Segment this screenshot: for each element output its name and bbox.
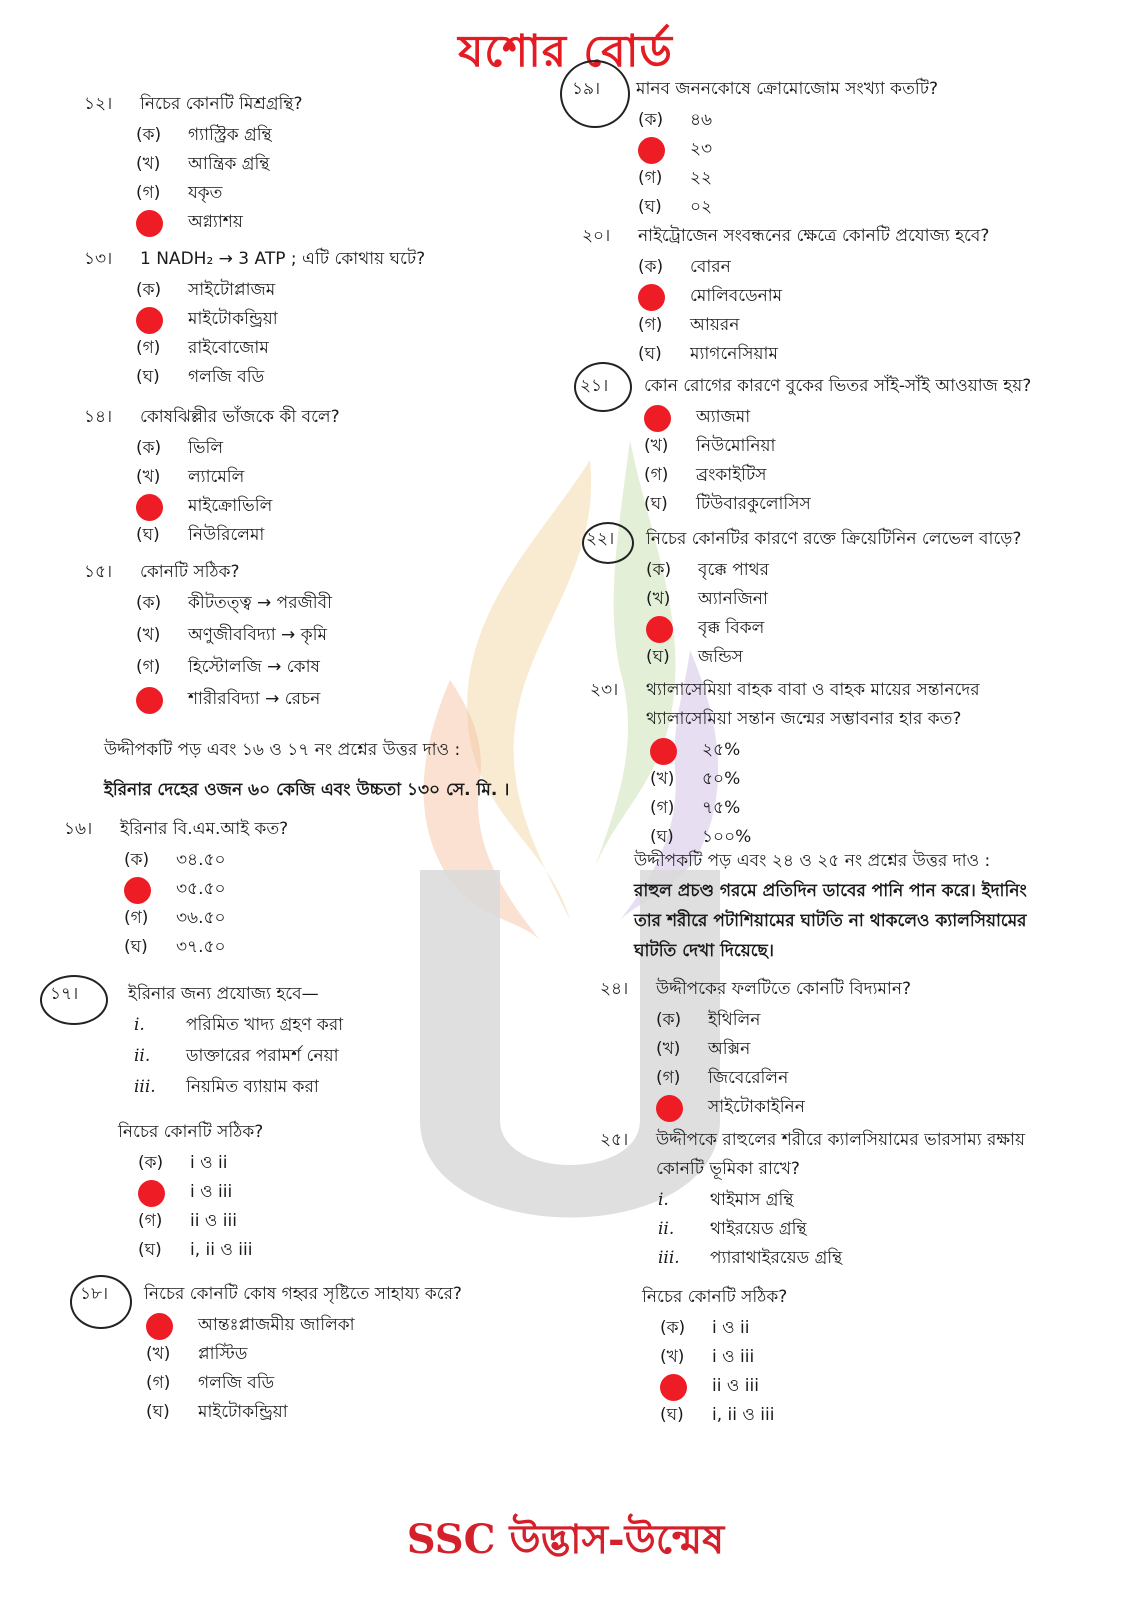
option-a-answer[interactable]: আন্তঃপ্লাজমীয় জালিকা bbox=[146, 1311, 462, 1340]
answer-marker-dot bbox=[138, 1180, 165, 1207]
option-c[interactable]: (গ) যকৃত bbox=[136, 183, 223, 203]
question-text: কোনটি সঠিক? bbox=[140, 562, 240, 582]
option-b[interactable]: (খ) আন্ত্রিক গ্রন্থি bbox=[136, 154, 270, 174]
option-b[interactable]: (খ) i ও iii bbox=[660, 1347, 755, 1367]
option-d[interactable]: (ঘ) i, ii ও iii bbox=[138, 1240, 253, 1260]
question-15: ১৫। কোনটি সঠিক? (ক) কীটতত্ত্ব → পরজীবী (খ) অণুজীববিদ্যা → কৃমি (গ) হিস্টোলজি → কোষ শারীরবিদ্যা → রেচন bbox=[84, 558, 332, 717]
option-c-answer[interactable]: মাইক্রোভিলি bbox=[136, 492, 340, 521]
option-d-answer[interactable]: শারীরবিদ্যা → রেচন bbox=[136, 685, 332, 717]
question-text: ইরিনার বি.এম.আই কত? bbox=[120, 819, 289, 839]
question-text: নিচের কোনটি মিশ্রগ্রন্থি? bbox=[140, 94, 303, 114]
question-prompt: নিচের কোনটি সঠিক? bbox=[642, 1287, 788, 1307]
option-a[interactable]: (ক) কীটতত্ত্ব → পরজীবী bbox=[136, 593, 332, 613]
question-text: কোন রোগের কারণে বুকের ভিতর সাঁই-সাঁই আওয়াজ হয়? bbox=[644, 376, 1032, 396]
question-text: থ্যালাসেমিয়া বাহক বাবা ও বাহক মায়ের সন্তানদের bbox=[646, 680, 980, 700]
answer-marker-dot bbox=[146, 1313, 173, 1340]
question-18: ১৮। নিচের কোনটি কোষ গহ্বর সৃষ্টিতে সাহায্য করে? আন্তঃপ্লাজমীয় জালিকা (খ) প্লাস্টিড (গ) গলজি বডি (ঘ) মাইটোকন্ড্রিয়া bbox=[80, 1280, 462, 1427]
answer-marker-dot bbox=[650, 738, 677, 765]
option-c[interactable]: (গ) আয়রন bbox=[638, 315, 740, 335]
answer-marker-dot bbox=[646, 616, 673, 643]
option-b[interactable]: (খ) অ্যানজিনা bbox=[646, 589, 768, 609]
question-text: মানব জননকোষে ক্রোমোজোম সংখ্যা কতটি? bbox=[636, 79, 938, 99]
stimulus-24-25 bbox=[634, 846, 1114, 966]
option-c[interactable]: (গ) গলজি বডি bbox=[146, 1373, 275, 1393]
question-text: উদ্দীপকের ফলটিতে কোনটি বিদ্যমান? bbox=[656, 979, 912, 999]
board-title: যশোর বোর্ড bbox=[458, 26, 673, 77]
statement-ii: ii. ডাক্তারের পরামর্শ নেয়া bbox=[134, 1046, 339, 1066]
option-a[interactable]: (ক) বৃক্কে পাথর bbox=[646, 560, 770, 580]
question-23: ২৩। থ্যালাসেমিয়া বাহক বাবা ও বাহক মায়ের সন্তানদের থ্যালাসেমিয়া সন্তান জন্মের সম্ভাবনার হার কত? ২৫% (খ) ৫০% (গ) ৭৫% (ঘ) ১০০% bbox=[590, 676, 980, 852]
answer-marker-dot bbox=[136, 307, 163, 334]
option-a[interactable]: (ক) ভিলি bbox=[136, 438, 224, 458]
option-c[interactable]: (গ) ৭৫% bbox=[650, 798, 741, 818]
option-d[interactable]: (ঘ) গলজি বডি bbox=[136, 367, 265, 387]
option-d[interactable]: (ঘ) ০২ bbox=[638, 197, 713, 217]
option-a[interactable]: (ক) i ও ii bbox=[660, 1318, 750, 1338]
answer-marker-dot bbox=[136, 210, 163, 237]
question-20: ২০। নাইট্রোজেন সংবন্ধনের ক্ষেত্রে কোনটি প্রযোজ্য হবে? (ক) বোরন মোলিবডেনাম (গ) আয়রন (ঘ) ম্যাগনেসিয়াম bbox=[582, 222, 989, 369]
option-d[interactable]: (ঘ) জন্ডিস bbox=[646, 647, 743, 667]
question-text: উদ্দীপকে রাহুলের শরীরে ক্যালসিয়ামের ভারসাম্য রক্ষায় bbox=[656, 1130, 1026, 1150]
option-d[interactable]: (ঘ) ৩৭.৫০ bbox=[124, 937, 226, 957]
option-a[interactable]: (ক) i ও ii bbox=[138, 1153, 228, 1173]
option-a-answer[interactable]: ২৫% bbox=[650, 736, 980, 765]
option-b[interactable]: (খ) ৫০% bbox=[650, 769, 741, 789]
answer-marker-dot bbox=[656, 1095, 683, 1122]
question-text: কোষঝিল্লীর ভাঁজকে কী বলে? bbox=[140, 407, 340, 427]
question-13: ১৩। 1 NADH₂ → 3 ATP ; এটি কোথায় ঘটে? (ক) সাইটোপ্লাজম মাইটোকন্ড্রিয়া (গ) রাইবোজোম (ঘ) গলজি বডি bbox=[84, 245, 425, 392]
option-d[interactable]: (ঘ) i, ii ও iii bbox=[660, 1405, 775, 1425]
statement-iii: iii. নিয়মিত ব্যায়াম করা bbox=[134, 1077, 319, 1097]
question-text-line2: কোনটি ভূমিকা রাখে? bbox=[656, 1159, 800, 1179]
question-21: ২১। কোন রোগের কারণে বুকের ভিতর সাঁই-সাঁই আওয়াজ হয়? অ্যাজমা (খ) নিউমোনিয়া (গ) ব্রংকাইটিস (ঘ) টিউবারকুলোসিস bbox=[580, 372, 1031, 519]
answer-marker-dot bbox=[660, 1374, 687, 1401]
question-24: ২৪। উদ্দীপকের ফলটিতে কোনটি বিদ্যমান? (ক) ইথিলিন (খ) অক্সিন (গ) জিবেরেলিন সাইটোকাইনিন bbox=[600, 975, 911, 1122]
stimulus-line: তার শরীরে পটাশিয়ামের ঘাটতি না থাকলেও ক্যালসিয়ামের bbox=[634, 911, 1027, 931]
option-b[interactable]: (খ) নিউমোনিয়া bbox=[644, 436, 776, 456]
option-b[interactable]: (খ) অণুজীববিদ্যা → কৃমি bbox=[136, 625, 327, 645]
option-a[interactable]: (ক) ৩৪.৫০ bbox=[124, 850, 226, 870]
answer-marker-dot bbox=[638, 284, 665, 311]
option-c[interactable]: (গ) রাইবোজোম bbox=[136, 338, 269, 358]
question-22: ২২। নিচের কোনটির কারণে রক্তে ক্রিয়েটিনিন লেভেল বাড়ে? (ক) বৃক্কে পাথর (খ) অ্যানজিনা বৃক্ক বিকল (ঘ) জন্ডিস bbox=[586, 525, 1021, 672]
option-c[interactable]: (গ) হিস্টোলজি → কোষ bbox=[136, 657, 320, 677]
footer-brand: SSC উদ্ভাস-উন্মেষ bbox=[406, 1516, 725, 1563]
option-c[interactable]: (গ) ৩৬.৫০ bbox=[124, 908, 226, 928]
option-c[interactable]: (গ) ব্রংকাইটিস bbox=[644, 465, 767, 485]
option-d[interactable]: (ঘ) মাইটোকন্ড্রিয়া bbox=[146, 1402, 288, 1422]
question-14: ১৪। কোষঝিল্লীর ভাঁজকে কী বলে? (ক) ভিলি (খ) ল্যামেলি মাইক্রোভিলি (ঘ) নিউরিলেমা bbox=[84, 403, 340, 550]
option-b-answer[interactable]: ২৩ bbox=[638, 135, 938, 164]
answer-marker-dot bbox=[136, 494, 163, 521]
question-text-line2: থ্যালাসেমিয়া সন্তান জন্মের সম্ভাবনার হার কত? bbox=[646, 709, 962, 729]
question-12 bbox=[84, 90, 303, 237]
option-d[interactable]: (ঘ) ম্যাগনেসিয়াম bbox=[638, 344, 778, 364]
question-text: ইরিনার জন্য প্রযোজ্য হবে— bbox=[128, 984, 319, 1004]
question-19: ১৯। মানব জননকোষে ক্রোমোজোম সংখ্যা কতটি? (ক) ৪৬ ২৩ (গ) ২২ (ঘ) ০২ bbox=[572, 75, 938, 222]
question-17: ১৭। ইরিনার জন্য প্রযোজ্য হবে— i. পরিমিত খাদ্য গ্রহণ করা ii. ডাক্তারের পরামর্শ নেয়া iii. নিয়মিত ব্যায়াম করা নিচের কোনটি সঠিক? (ক) i ও ii i ও iii (গ) ii ও iii (ঘ) i, ii ও iii bbox=[50, 980, 343, 1265]
statement-i: i. পরিমিত খাদ্য গ্রহণ করা bbox=[134, 1015, 344, 1035]
option-a[interactable]: (ক) ৪৬ bbox=[638, 110, 713, 130]
option-b-answer[interactable]: মাইটোকন্ড্রিয়া bbox=[136, 305, 425, 334]
stimulus-text: ইরিনার দেহের ওজন ৬০ কেজি এবং উচ্চতা ১৩০ সে. মি. । bbox=[104, 780, 510, 800]
question-text: নাইট্রোজেন সংবন্ধনের ক্ষেত্রে কোনটি প্রযোজ্য হবে? bbox=[638, 226, 990, 246]
option-d[interactable]: (ঘ) টিউবারকুলোসিস bbox=[644, 494, 811, 514]
statement-i: i. থাইমাস গ্রন্থি bbox=[658, 1190, 794, 1210]
option-d[interactable]: (ঘ) ১০০% bbox=[650, 827, 752, 847]
option-b-answer[interactable]: i ও iii bbox=[138, 1178, 343, 1207]
option-b-answer[interactable]: ৩৫.৫০ bbox=[124, 875, 288, 904]
answer-marker-dot bbox=[124, 877, 151, 904]
option-a[interactable]: (ক) গ্যাস্ট্রিক গ্রন্থি bbox=[136, 125, 272, 145]
stimulus-heading: উদ্দীপকটি পড় এবং ১৬ ও ১৭ নং প্রশ্নের উত্তর দাও : bbox=[104, 740, 461, 760]
option-b-answer[interactable]: মোলিবডেনাম bbox=[638, 282, 989, 311]
option-a[interactable]: (ক) সাইটোপ্লাজম bbox=[136, 280, 276, 300]
option-c-answer[interactable]: ii ও iii bbox=[660, 1372, 1025, 1401]
statement-ii: ii. থাইরয়েড গ্রন্থি bbox=[658, 1219, 807, 1239]
answer-marker-dot bbox=[644, 405, 671, 432]
option-d[interactable]: (ঘ) নিউরিলেমা bbox=[136, 525, 265, 545]
question-25: ২৫। উদ্দীপকে রাহুলের শরীরে ক্যালসিয়ামের ভারসাম্য রক্ষায় কোনটি ভূমিকা রাখে? i. থাইমাস গ্রন্থি ii. থাইরয়েড গ্রন্থি iii. প্যারাথাইরয়েড গ্রন্থি নিচের কোনটি সঠিক? (ক) i ও ii (খ) i ও iii ii ও iii (ঘ) i, ii ও iii bbox=[600, 1126, 1025, 1430]
question-prompt: নিচের কোনটি সঠিক? bbox=[118, 1122, 264, 1142]
stimulus-line: রাহুল প্রচণ্ড গরমে প্রতিদিন ডাবের পানি পান করে। ইদানিং bbox=[634, 881, 1027, 901]
option-a-answer[interactable]: অ্যাজমা bbox=[644, 403, 1031, 432]
stimulus-line: ঘাটতি দেখা দিয়েছে। bbox=[634, 941, 774, 961]
option-a[interactable]: (ক) বোরন bbox=[638, 257, 731, 277]
option-b[interactable]: (খ) অক্সিন bbox=[656, 1039, 751, 1059]
option-c-answer[interactable]: বৃক্ক বিকল bbox=[646, 614, 1021, 643]
statement-iii: iii. প্যারাথাইরয়েড গ্রন্থি bbox=[658, 1248, 843, 1268]
question-16: ১৬। ইরিনার বি.এম.আই কত? (ক) ৩৪.৫০ ৩৫.৫০ (গ) ৩৬.৫০ (ঘ) ৩৭.৫০ bbox=[64, 815, 288, 962]
stimulus-heading: উদ্দীপকটি পড় এবং ২৪ ও ২৫ নং প্রশ্নের উত্তর দাও : bbox=[634, 851, 991, 871]
answer-marker-dot bbox=[136, 687, 163, 714]
question-number: ১২। bbox=[84, 94, 113, 114]
option-b[interactable]: (খ) প্লাস্টিড bbox=[146, 1344, 248, 1364]
answer-marker-dot bbox=[638, 137, 665, 164]
option-c[interactable]: (গ) ii ও iii bbox=[138, 1211, 237, 1231]
option-d-answer[interactable]: সাইটোকাইনিন bbox=[656, 1093, 911, 1122]
question-text: 1 NADH₂ → 3 ATP ; এটি কোথায় ঘটে? bbox=[140, 249, 426, 269]
option-c[interactable]: (গ) জিবেরেলিন bbox=[656, 1068, 789, 1088]
option-c[interactable]: (গ) ২২ bbox=[638, 168, 713, 188]
stimulus-16-17 bbox=[104, 735, 564, 805]
question-text: নিচের কোনটির কারণে রক্তে ক্রিয়েটিনিন লেভেল বাড়ে? bbox=[646, 529, 1022, 549]
option-d-answer[interactable]: অগ্ন্যাশয় bbox=[136, 208, 303, 237]
option-b[interactable]: (খ) ল্যামেলি bbox=[136, 467, 245, 487]
question-text: নিচের কোনটি কোষ গহ্বর সৃষ্টিতে সাহায্য করে? bbox=[144, 1284, 462, 1304]
option-a[interactable]: (ক) ইথিলিন bbox=[656, 1010, 761, 1030]
